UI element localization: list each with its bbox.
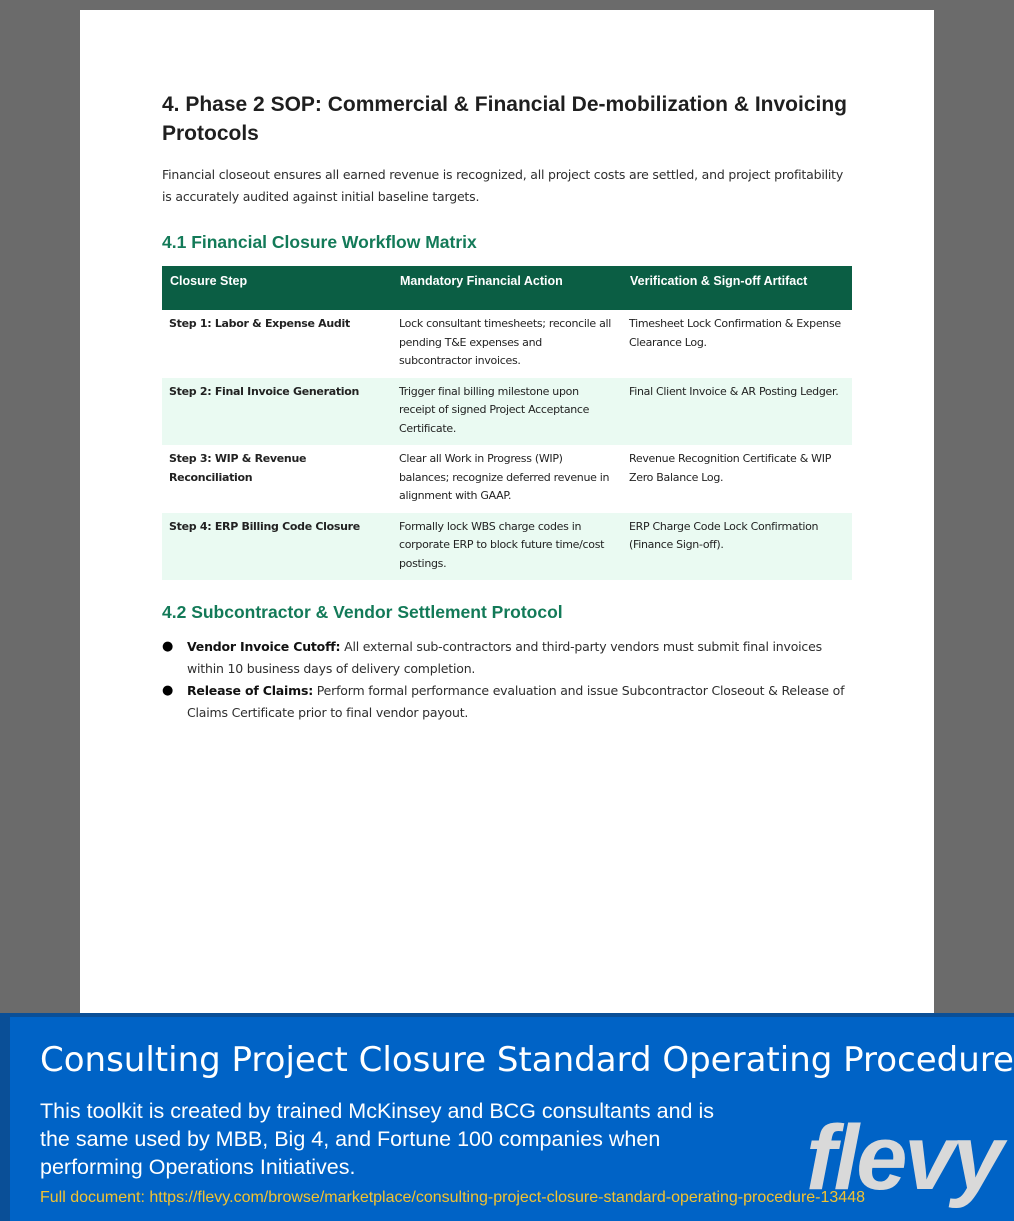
table-cell: Step 2: Final Invoice Generation — [162, 378, 392, 446]
bullet-icon: ● — [162, 639, 174, 654]
financial-closure-table — [162, 266, 852, 580]
document-page — [80, 10, 934, 1013]
banner-description: This toolkit is created by trained McKinsey and BCG consultants and is the same used by MBB, Big 4, and Fortune 100 companies when performing Operations Initiatives. — [40, 1099, 714, 1179]
section-title: 4. Phase 2 SOP: Commercial & Financial De-mobilization & Invoicing Protocols — [162, 93, 847, 145]
settlement-bullet-list — [162, 636, 852, 724]
table-row — [162, 310, 852, 378]
intro-paragraph: Financial closeout ensures all earned revenue is recognized, all project costs are settled, and project profitability is accurately audited against initial baseline targets. — [162, 167, 844, 204]
table-row — [162, 445, 852, 513]
banner-title: Consulting Project Closure Standard Operating Procedure — [40, 1040, 1014, 1080]
page-content — [162, 90, 852, 724]
table-cell: Timesheet Lock Confirmation & Expense Clearance Log. — [629, 317, 841, 349]
list-item — [162, 680, 852, 724]
subsection-title-vendor-settlement: 4.2 Subcontractor & Vendor Settlement Protocol — [162, 602, 563, 622]
banner-left-edge — [0, 1013, 10, 1221]
bullet-text: All external sub-contractors and third-party vendors must submit final invoices within 10 business days of delivery completion. — [187, 639, 822, 676]
full-document-link[interactable]: Full document: https://flevy.com/browse/marketplace/consulting-project-closure-standard-operating-procedure-13448 — [40, 1189, 865, 1206]
table-cell: Step 1: Labor & Expense Audit — [169, 317, 350, 330]
column-header: Verification & Sign-off Artifact — [622, 266, 852, 310]
flevy-logo[interactable]: flevy — [806, 1107, 1001, 1209]
table-cell: Step 4: ERP Billing Code Closure — [162, 513, 392, 581]
bullet-icon: ● — [162, 683, 174, 698]
table-cell: Revenue Recognition Certificate & WIP Zero Balance Log. — [629, 452, 832, 484]
table-cell: ERP Charge Code Lock Confirmation (Finance Sign-off). — [622, 513, 852, 581]
bullet-text: Perform formal performance evaluation and issue Subcontractor Closeout & Release of Claims Certificate prior to final vendor payout. — [187, 683, 845, 720]
column-header: Closure Step — [162, 266, 392, 310]
table-header-row — [162, 266, 852, 310]
list-item — [162, 636, 852, 680]
table-cell: Lock consultant timesheets; reconcile all pending T&E expenses and subcontractor invoices. — [399, 317, 612, 367]
subsection-title-workflow-matrix: 4.1 Financial Closure Workflow Matrix — [162, 232, 477, 252]
table-cell: Trigger final billing milestone upon receipt of signed Project Acceptance Certificate. — [392, 378, 622, 446]
bullet-label: Vendor Invoice Cutoff: — [187, 639, 341, 654]
column-header: Mandatory Financial Action — [392, 266, 622, 310]
table-cell: Step 3: WIP & Revenue Reconciliation — [169, 452, 307, 484]
bullet-label: Release of Claims: — [187, 683, 313, 698]
table-cell: Final Client Invoice & AR Posting Ledger. — [622, 378, 852, 446]
table-row — [162, 378, 852, 446]
promo-banner — [0, 1013, 1014, 1221]
table-cell: Clear all Work in Progress (WIP) balances; recognize deferred revenue in alignment with GAAP. — [399, 452, 610, 502]
table-row — [162, 513, 852, 581]
table-cell: Formally lock WBS charge codes in corporate ERP to block future time/cost postings. — [392, 513, 622, 581]
banner-top-border — [0, 1013, 1014, 1017]
